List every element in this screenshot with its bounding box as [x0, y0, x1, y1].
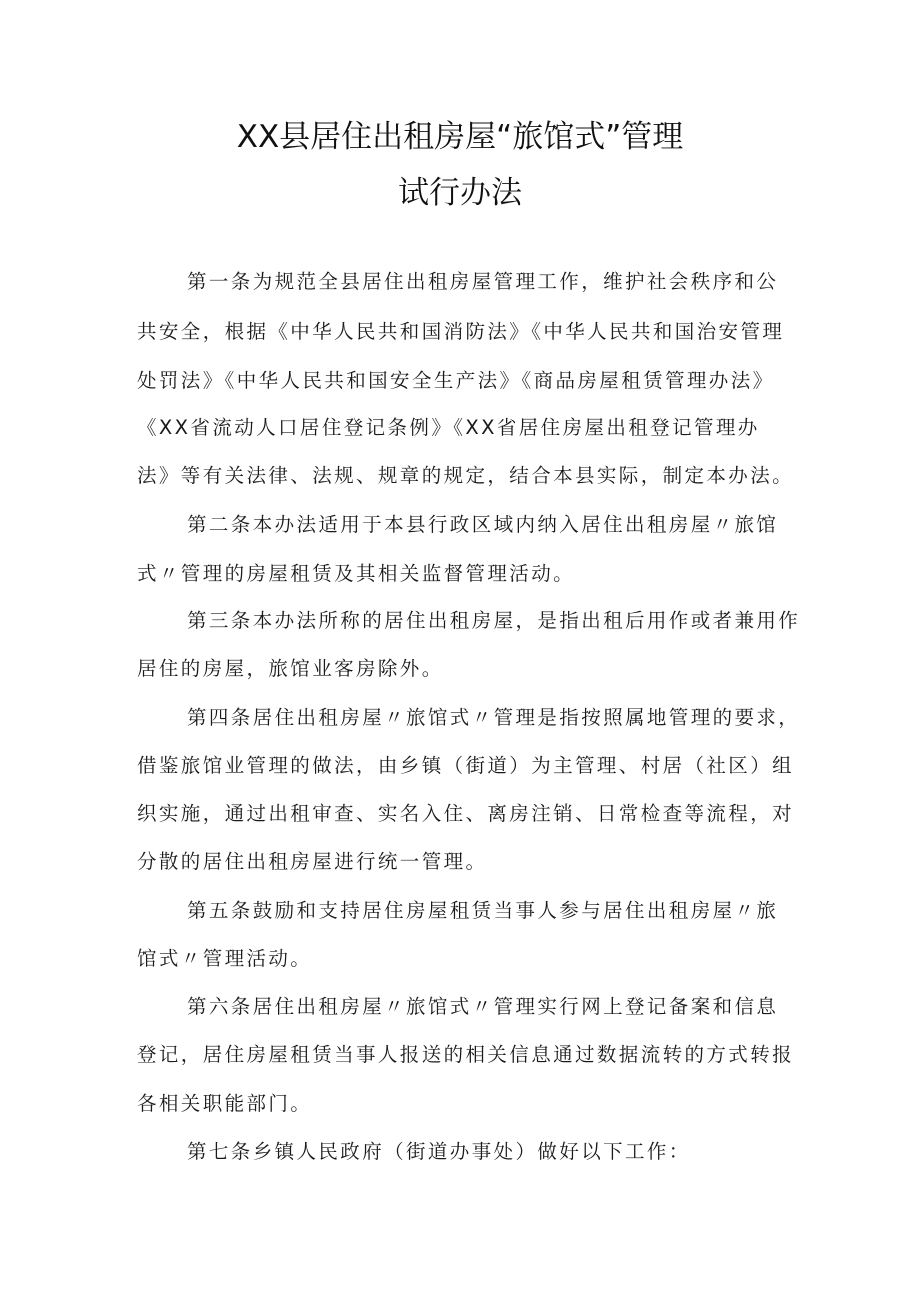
article-3-line-1: 第三条本办法所称的居住出租房屋，是指出租后用作或者兼用作 [187, 609, 801, 632]
document-title-line-2: 试行办法 [398, 175, 522, 211]
article-2-line-1: 第二条本办法适用于本县行政区域内纳入居住出租房屋〃旅馆 [187, 513, 779, 536]
article-1-line-4: 《XX省流动人口居住登记条例》《XX省居住房屋出租登记管理办 [137, 416, 760, 439]
article-4-line-3: 织实施，通过出租审查、实名入住、离房注销、日常检查等流程，对 [137, 802, 795, 825]
article-4-line-2: 借鉴旅馆业管理的做法，由乡镇（街道）为主管理、村居（社区）组 [137, 754, 795, 777]
article-6-line-2: 登记，居住房屋租赁当事人报送的相关信息通过数据流转的方式转报 [137, 1043, 795, 1066]
document-title-line-1: XX县居住出租房屋“旅馆式”管理 [236, 119, 684, 155]
article-1-line-5: 法》等有关法律、法规、规章的规定，结合本县实际，制定本办法。 [137, 464, 795, 487]
article-5-line-1: 第五条鼓励和支持居住房屋租赁当事人参与居住出租房屋〃旅 [187, 899, 779, 922]
article-1-line-2: 共安全，根据《中华人民共和国消防法》《中华人民共和国治安管理 [137, 320, 785, 343]
article-1-line-1: 第一条为规范全县居住出租房屋管理工作，维护社会秩序和公 [187, 270, 779, 293]
article-6-line-1: 第六条居住出租房屋〃旅馆式〃管理实行网上登记备案和信息 [187, 995, 779, 1018]
article-6-line-3: 各相关职能部门。 [137, 1092, 313, 1115]
article-4-line-4: 分散的居住出租房屋进行统一管理。 [137, 850, 488, 873]
article-7-line-1: 第七条乡镇人民政府（街道办事处）做好以下工作： [187, 1140, 691, 1163]
article-1-line-3: 处罚法》《中华人民共和国安全生产法》《商品房屋租赁管理办法》 [137, 369, 775, 392]
article-5-line-2: 馆式〃管理活动。 [137, 947, 313, 970]
article-3-line-2: 居住的房屋，旅馆业客房除外。 [137, 657, 444, 680]
article-2-line-2: 式〃管理的房屋租赁及其相关监督管理活动。 [137, 562, 576, 585]
article-4-line-1: 第四条居住出租房屋〃旅馆式〃管理是指按照属地管理的要求， [187, 706, 801, 729]
